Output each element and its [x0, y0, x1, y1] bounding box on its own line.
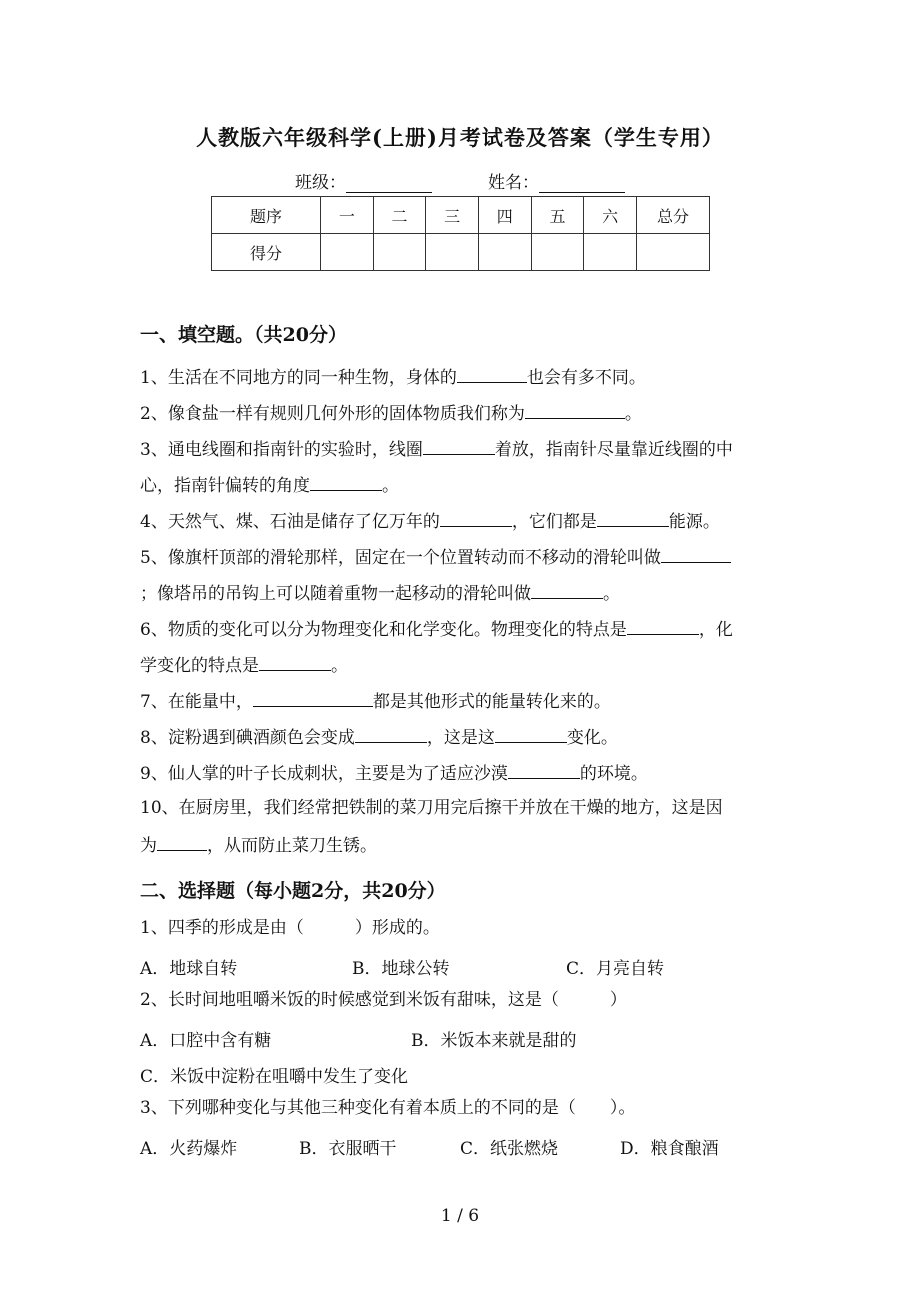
choice-option-b[interactable]: B．衣服晒干 [299, 1139, 397, 1159]
fill-question-3-cont [140, 474, 399, 496]
choice-option-b[interactable]: B．米饭本来就是甜的 [411, 1031, 577, 1051]
score-table-score-row [212, 234, 710, 271]
choice-option-a[interactable]: A．地球自转 [140, 959, 238, 979]
question-text: 4、天然气、煤、石油是储存了亿万年的 [140, 512, 440, 532]
answer-blank[interactable] [661, 546, 731, 563]
student-info [0, 168, 920, 193]
name-label: 姓名： [488, 173, 539, 193]
question-text: 。 [382, 476, 399, 496]
score-table [211, 196, 710, 271]
choice-option-a[interactable]: A．火药爆炸 [140, 1139, 238, 1159]
answer-blank[interactable] [310, 474, 382, 491]
answer-blank[interactable] [531, 582, 603, 599]
question-text: 都是其他形式的能量转化来的。 [372, 692, 611, 712]
choice-question-3: 3、下列哪种变化与其他三种变化有着本质上的不同的是（ ）。 [140, 1098, 636, 1118]
score-header-cell: 三 [426, 197, 479, 234]
question-text: 也会有多不同。 [526, 368, 646, 388]
question-text: 能源。 [668, 512, 720, 532]
question-text: 9、仙人掌的叶子长成刺状，主要是为了适应沙漠 [140, 764, 508, 784]
question-text: 变化。 [566, 728, 618, 748]
question-text: 的环境。 [579, 764, 648, 784]
fill-question-2 [140, 402, 642, 424]
fill-question-3 [140, 438, 733, 460]
score-cell[interactable] [321, 234, 374, 271]
answer-blank[interactable] [440, 510, 512, 527]
answer-blank[interactable] [355, 726, 427, 743]
fill-question-4 [140, 510, 720, 532]
answer-blank[interactable] [627, 618, 699, 635]
score-header-cell: 四 [478, 197, 531, 234]
answer-blank[interactable] [157, 834, 207, 851]
score-cell[interactable] [373, 234, 426, 271]
fill-question-5 [140, 546, 731, 568]
fill-question-5-cont [140, 582, 620, 604]
question-text: 为 [140, 836, 157, 856]
question-text: 2、像食盐一样有规则几何外形的固体物质我们称为 [140, 404, 525, 424]
score-header-cell: 题序 [212, 197, 321, 234]
question-text: 。 [603, 584, 620, 604]
choice-option-b[interactable]: B．地球公转 [352, 959, 450, 979]
question-text: 心，指南针偏转的角度 [140, 476, 310, 496]
choice-option-d[interactable]: D．粮食酿酒 [620, 1139, 719, 1159]
score-cell[interactable] [584, 234, 637, 271]
question-text: 6、物质的变化可以分为物理变化和化学变化。物理变化的特点是 [140, 620, 627, 640]
section-1-heading: 一、填空题。（共20分） [140, 324, 347, 346]
score-header-cell: 六 [584, 197, 637, 234]
fill-question-10-cont [140, 834, 377, 856]
page-title: 人教版六年级科学(上册)月考试卷及答案（学生专用） [196, 125, 724, 150]
question-text: 学变化的特点是 [140, 656, 259, 676]
choice-option-c[interactable]: C．米饭中淀粉在咀嚼中发生了变化 [140, 1067, 409, 1087]
class-label: 班级： [295, 173, 346, 193]
question-text: 。 [331, 656, 348, 676]
section-2-heading: 二、选择题（每小题2分，共20分） [140, 880, 446, 902]
question-text: 10、在厨房里，我们经常把铁制的菜刀用完后擦干并放在干燥的地方，这是因 [140, 798, 723, 818]
score-header-cell: 二 [373, 197, 426, 234]
score-cell[interactable] [637, 234, 710, 271]
score-cell[interactable] [531, 234, 584, 271]
question-text: ，从而防止菜刀生锈。 [207, 836, 377, 856]
class-field[interactable] [346, 174, 432, 193]
choice-option-a[interactable]: A．口腔中含有糖 [140, 1031, 272, 1051]
question-text: 。 [624, 404, 642, 424]
answer-blank[interactable] [597, 510, 669, 527]
question-text: ；像塔吊的吊钩上可以随着重物一起移动的滑轮叫做 [140, 584, 531, 604]
score-header-cell: 一 [321, 197, 374, 234]
answer-blank[interactable] [525, 402, 625, 419]
question-text: 着放，指南针尽量靠近线圈的中 [494, 440, 733, 460]
fill-question-7 [140, 690, 611, 712]
score-header-cell: 总分 [637, 197, 710, 234]
fill-question-6 [140, 618, 733, 640]
answer-blank[interactable] [457, 366, 527, 383]
question-text: 3、通电线圈和指南针的实验时，线圈 [140, 440, 423, 460]
fill-question-1 [140, 366, 646, 388]
question-text: ，这是这 [426, 728, 495, 748]
answer-blank[interactable] [508, 762, 580, 779]
choice-question-1: 1、四季的形成是由（ ）形成的。 [140, 918, 440, 938]
answer-blank[interactable] [423, 438, 495, 455]
page-number: 1 / 6 [440, 1206, 480, 1226]
choice-question-2: 2、长时间地咀嚼米饭的时候感觉到米饭有甜味，这是（ ） [140, 990, 627, 1010]
question-text: ，它们都是 [511, 512, 597, 532]
question-text: 5、像旗杆顶部的滑轮那样，固定在一个位置转动而不移动的滑轮叫做 [140, 548, 661, 568]
score-table-header-row [212, 197, 710, 234]
fill-question-9 [140, 762, 648, 784]
answer-blank[interactable] [259, 654, 331, 671]
score-cell[interactable] [478, 234, 531, 271]
question-text: ，化 [698, 620, 733, 640]
answer-blank[interactable] [495, 726, 567, 743]
question-text: 1、生活在不同地方的同一种生物，身体的 [140, 368, 457, 388]
answer-blank[interactable] [253, 690, 373, 707]
fill-question-6-cont [140, 654, 348, 676]
question-text: 7、在能量中， [140, 692, 253, 712]
score-header-cell: 五 [531, 197, 584, 234]
question-text: 8、淀粉遇到碘酒颜色会变成 [140, 728, 355, 748]
choice-option-c[interactable]: C．纸张燃烧 [460, 1139, 559, 1159]
score-row-label: 得分 [212, 234, 321, 271]
fill-question-10 [140, 798, 723, 818]
name-field[interactable] [539, 174, 625, 193]
choice-option-c[interactable]: C．月亮自转 [566, 959, 665, 979]
fill-question-8 [140, 726, 618, 748]
score-cell[interactable] [426, 234, 479, 271]
